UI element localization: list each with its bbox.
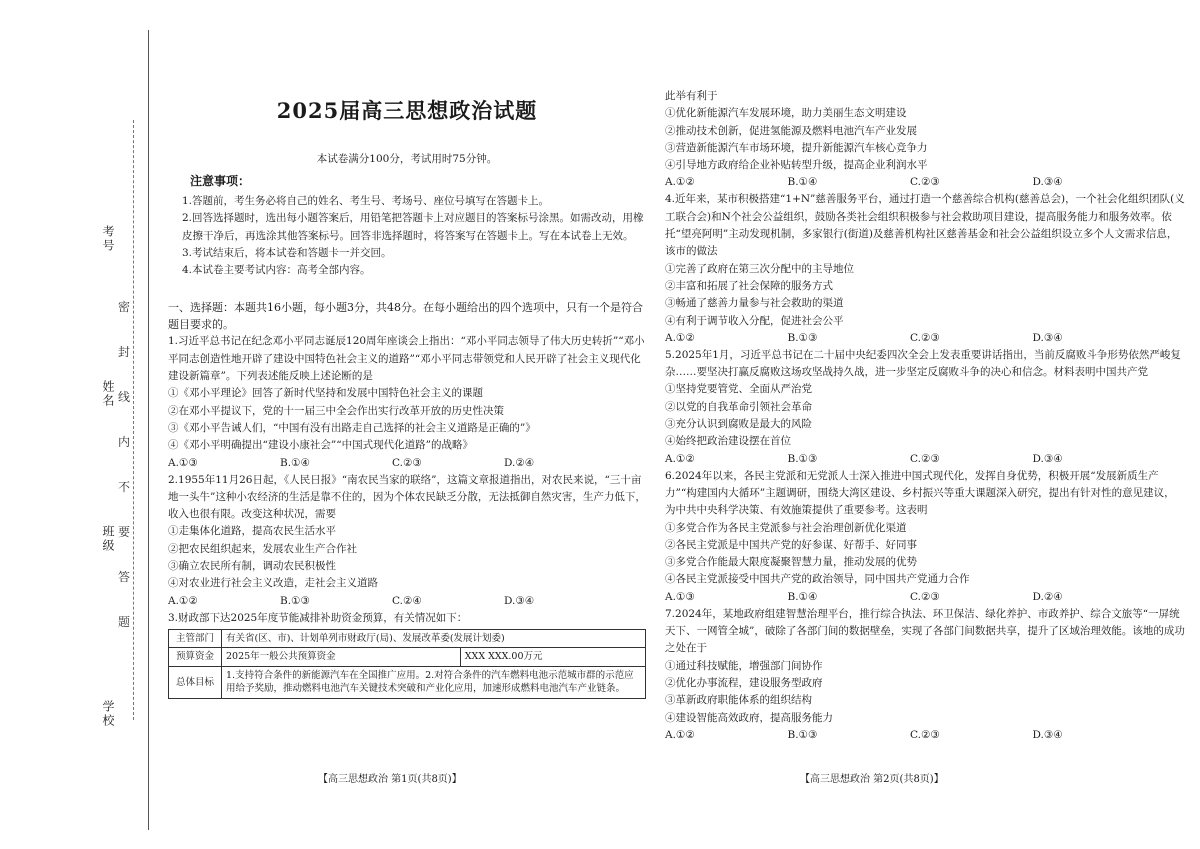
question-item: ②把农民组织起来，发展农业生产合作社: [168, 542, 357, 555]
option-a: A.①②: [665, 452, 695, 465]
question-item: ②以党的自我革命引领社会革命: [665, 400, 812, 413]
question-item: ④引导地方政府给企业补贴转型升级，提高企业利润水平: [665, 159, 928, 172]
question-item: ②优化办事流程，建设服务型政府: [665, 676, 823, 689]
question-item: ②推动技术创新，促进氢能源及燃料电池汽车产业发展: [665, 124, 917, 137]
answer-options: [665, 174, 1185, 191]
question-stem: 7.2024年，某地政府组建智慧治理平台，推行综合执法、环卫保洁、绿化养护、市政养护、综合文旅等“一屏统天下、一网管全城”，破除了各部门间的数据壁垒，实现了各部门间数据共享，提升了区域治理效能。该地的成功之处在于: [665, 607, 1185, 655]
option-b: B.①③: [787, 728, 818, 741]
class-label: 班级: [101, 525, 115, 553]
option-b: B.①④: [787, 590, 818, 603]
question-7: [665, 606, 1185, 744]
table-cell: XXX XXX.00万元: [460, 648, 645, 667]
table-cell: 有关省(区、市)、计划单列市财政厅(局)、发展改革委(发展计划委): [222, 629, 646, 648]
left-page: [168, 95, 646, 699]
answer-options: [168, 593, 646, 610]
notice-item: 3.考试结束后，将本试卷和答题卡一并交回。: [182, 246, 392, 259]
name-label: 姓名: [101, 380, 115, 408]
option-c: C.②③: [910, 176, 940, 189]
exam-number-label: 考号: [101, 225, 115, 253]
question-stem: 1.习近平总书记在纪念邓小平同志诞辰120周年座谈会上指出：“邓小平同志领导了伟大历史转折”“邓小平同志创造性地开辟了建设中国特色社会主义的道路”“邓小平同志带领党和人民开辟了社会主义现代化建设新篇章”。下列表述能反映上述论断的是: [168, 335, 645, 383]
exam-subtitle: 本试卷满分100分，考试用时75分钟。: [316, 153, 498, 165]
seal-char: 密: [118, 300, 131, 314]
option-a: A.①②: [665, 331, 695, 344]
table-header: 主管部门: [169, 629, 222, 648]
question-item: ③革新政府职能体系的组织结构: [665, 694, 812, 707]
budget-table: [168, 629, 646, 699]
question-stem: 4.近年来，某市积极搭建“1+N”慈善服务平台，通过打造一个慈善综合机构(慈善总会)，一个社会化组织团队(义工联合会)和N个社会公益组织，鼓励各类社会组织积极参与社会救助项目建设，提高服务能力和服务效率。依托“望亮阿明”主动发现机制，多家银行(街道)及慈善机构社区慈善基金和社会公益组织设立多个人文需求信息，该市的做法: [665, 193, 1185, 258]
question-item: ③营造新能源汽车市场环境，提升新能源汽车核心竞争力: [665, 141, 928, 154]
question-item: ③充分认识到腐败是最大的风险: [665, 418, 812, 431]
option-c: C.②③: [910, 331, 940, 344]
option-d: D.③④: [1032, 452, 1063, 465]
option-c: C.②③: [910, 728, 940, 741]
binding-line: [148, 30, 149, 830]
option-c: C.②④: [392, 594, 422, 607]
answer-options: [665, 727, 1185, 744]
option-a: A.①②: [665, 728, 695, 741]
answer-options: [168, 455, 646, 472]
notice-item: 1.答题前，考生务必将自己的姓名、考生号、考场号、座位号填写在答题卡上。: [182, 195, 550, 207]
option-a: A.①②: [168, 594, 198, 607]
question-item: ④有利于调节收入分配，促进社会公平: [665, 314, 844, 327]
seal-char: 不: [118, 480, 131, 494]
answer-options: [665, 589, 1185, 606]
question-item: ①多党合作为各民主党派参与社会治理创新优化渠道: [665, 521, 907, 534]
question-item: ②在邓小平提议下，党的十一届三中全会作出实行改革开放的历史性决策: [168, 404, 504, 417]
question-item: ①走集体化道路，提高农民生活水平: [168, 525, 336, 538]
option-a: A.①③: [168, 456, 198, 469]
question-stem: 此举有利于: [665, 90, 718, 102]
option-d: D.③④: [1032, 331, 1063, 344]
question-4: [665, 191, 1185, 346]
option-b: B.①④: [280, 456, 310, 469]
option-a: A.①③: [665, 590, 695, 603]
question-1: [168, 333, 646, 471]
answer-options: [665, 330, 1185, 347]
question-item: ④各民主党派接受中国共产党的政治领导，同中国共产党通力合作: [665, 573, 970, 586]
question-item: ①优化新能源汽车发展环境，助力美丽生态文明建设: [665, 107, 907, 120]
question-item: ①完善了政府在第三次分配中的主导地位: [665, 262, 854, 275]
notice-list: [168, 193, 646, 279]
seal-char: 要: [118, 525, 131, 539]
option-c: C.②③: [910, 452, 940, 465]
option-d: D.③④: [1032, 176, 1063, 189]
option-b: B.①③: [787, 452, 818, 465]
option-b: B.①④: [787, 176, 818, 189]
question-item: ③确立农民所有制，调动农民积极性: [168, 560, 336, 573]
notice-heading: 注意事项：: [190, 174, 251, 188]
option-d: D.③④: [1032, 728, 1063, 741]
option-c: C.②③: [910, 590, 940, 603]
option-d: D.③④: [504, 594, 535, 607]
question-item: ③《邓小平告诫人们，“中国有没有出路走自己选择的社会主义道路是正确的”》: [168, 421, 536, 434]
question-item: ④建设智能高效政府，提高服务能力: [665, 711, 833, 724]
school-label: 学校: [101, 700, 115, 728]
table-header: 总体目标: [169, 666, 222, 698]
question-3: [168, 610, 646, 699]
table-cell: 2025年一般公共预算资金: [222, 648, 461, 667]
question-6: [665, 468, 1185, 606]
question-stem: 3.财政部下达2025年度节能减排补助资金预算，有关情况如下：: [168, 611, 468, 624]
seal-char: 答: [118, 570, 131, 584]
question-item: ④始终把政治建设摆在首位: [665, 435, 791, 448]
section-heading: 一、选择题：本题共16小题，每小题3分，共48分。在每小题给出的四个选项中，只有一个是符合题目要求的。: [168, 301, 643, 332]
option-b: B.①③: [787, 331, 818, 344]
question-stem: 2.1955年11月26日起，《人民日报》“南农民当家的联络”，这篇文章报道指出，对农民来说，“三十亩地一头牛”这种小农经济的生活是靠不住的，因为个体农民缺乏分散，无法抵御自然灾害，生产力低下，收入也很有限。改变这种状况，需要: [168, 473, 646, 521]
question-item: ④对农业进行社会主义改造，走社会主义道路: [168, 577, 378, 590]
question-stem: 6.2024年以来，各民主党派和无党派人士深入推进中国式现代化，发挥自身优势，积极开展“发展新质生产力”“构建国内大循环”主题调研，围绕大湾区建设、乡村振兴等重大课题深入研究，提出有针对性的意见建议，为中共中央科学决策、有效施策提供了重要参考。这表明: [665, 469, 1175, 517]
left-page-footer: 【高三思想政治 第1页(共8页)】: [318, 774, 462, 785]
right-page: [665, 88, 1185, 744]
table-cell: 1.支持符合条件的新能源汽车在全国推广应用。2.对符合条件的汽车燃料电池示范城市群的示范应用给予奖励，推动燃料电池汽车关键技术突破和产业化应用，加速形成燃料电池汽车产业链条。: [222, 666, 646, 698]
table-header: 预算资金: [169, 648, 222, 667]
seal-text: [118, 298, 138, 630]
question-item: ③畅通了慈善力量参与社会救助的渠道: [665, 297, 844, 310]
question-stem: 5.2025年1月，习近平总书记在二十届中央纪委四次全会上发表重要讲话指出，当前反腐败斗争形势依然严峻复杂……要坚决打赢反腐败这场攻坚战持久战，进一步坚定反腐败斗争的决心和信念。材料表明中国共产党: [665, 348, 1181, 379]
seal-char: 封: [118, 345, 131, 359]
question-item: ①坚持党要管党、全面从严治党: [665, 383, 812, 396]
question-item: ③多党合作能最大限度凝聚智慧力量，推动发展的优势: [665, 556, 917, 569]
option-b: B.①③: [280, 594, 310, 607]
question-2: [168, 472, 646, 610]
seal-char: 内: [118, 435, 131, 449]
question-item: ②丰富和拓展了社会保障的服务方式: [665, 279, 833, 292]
question-item: ②各民主党派是中国共产党的好参谋、好帮手、好同事: [665, 538, 917, 551]
option-d: D.②④: [504, 456, 535, 469]
exam-title: 2025届高三思想政治试题: [276, 98, 538, 123]
option-c: C.②③: [392, 456, 422, 469]
question-item: ④《邓小平明确提出“建设小康社会”“中国式现代化道路”的战略》: [168, 439, 473, 452]
option-a: A.①②: [665, 176, 695, 189]
notice-item: 4.本试卷主要考试内容：高考全部内容。: [182, 264, 371, 277]
option-d: D.②④: [1032, 590, 1063, 603]
answer-options: [665, 451, 1185, 468]
question-item: ①《邓小平理论》回答了新时代坚持和发展中国特色社会主义的课题: [168, 387, 483, 400]
question-3-continued: [665, 88, 1185, 191]
question-item: ①通过科技赋能，增强部门间协作: [665, 659, 823, 672]
question-5: [665, 347, 1185, 468]
notice-item: 2.回答选择题时，选出每小题答案后，用铅笔把答题卡上对应题目的答案标号涂黑。如需改动，用橡皮擦干净后，再选涂其他答案标号。回答非选择题时，将答案写在答题卡上。写在本试卷上无效。: [182, 212, 644, 242]
seal-char: 线: [118, 390, 131, 404]
seal-char: 题: [118, 615, 131, 629]
right-page-footer: 【高三思想政治 第2页(共8页)】: [800, 774, 944, 785]
